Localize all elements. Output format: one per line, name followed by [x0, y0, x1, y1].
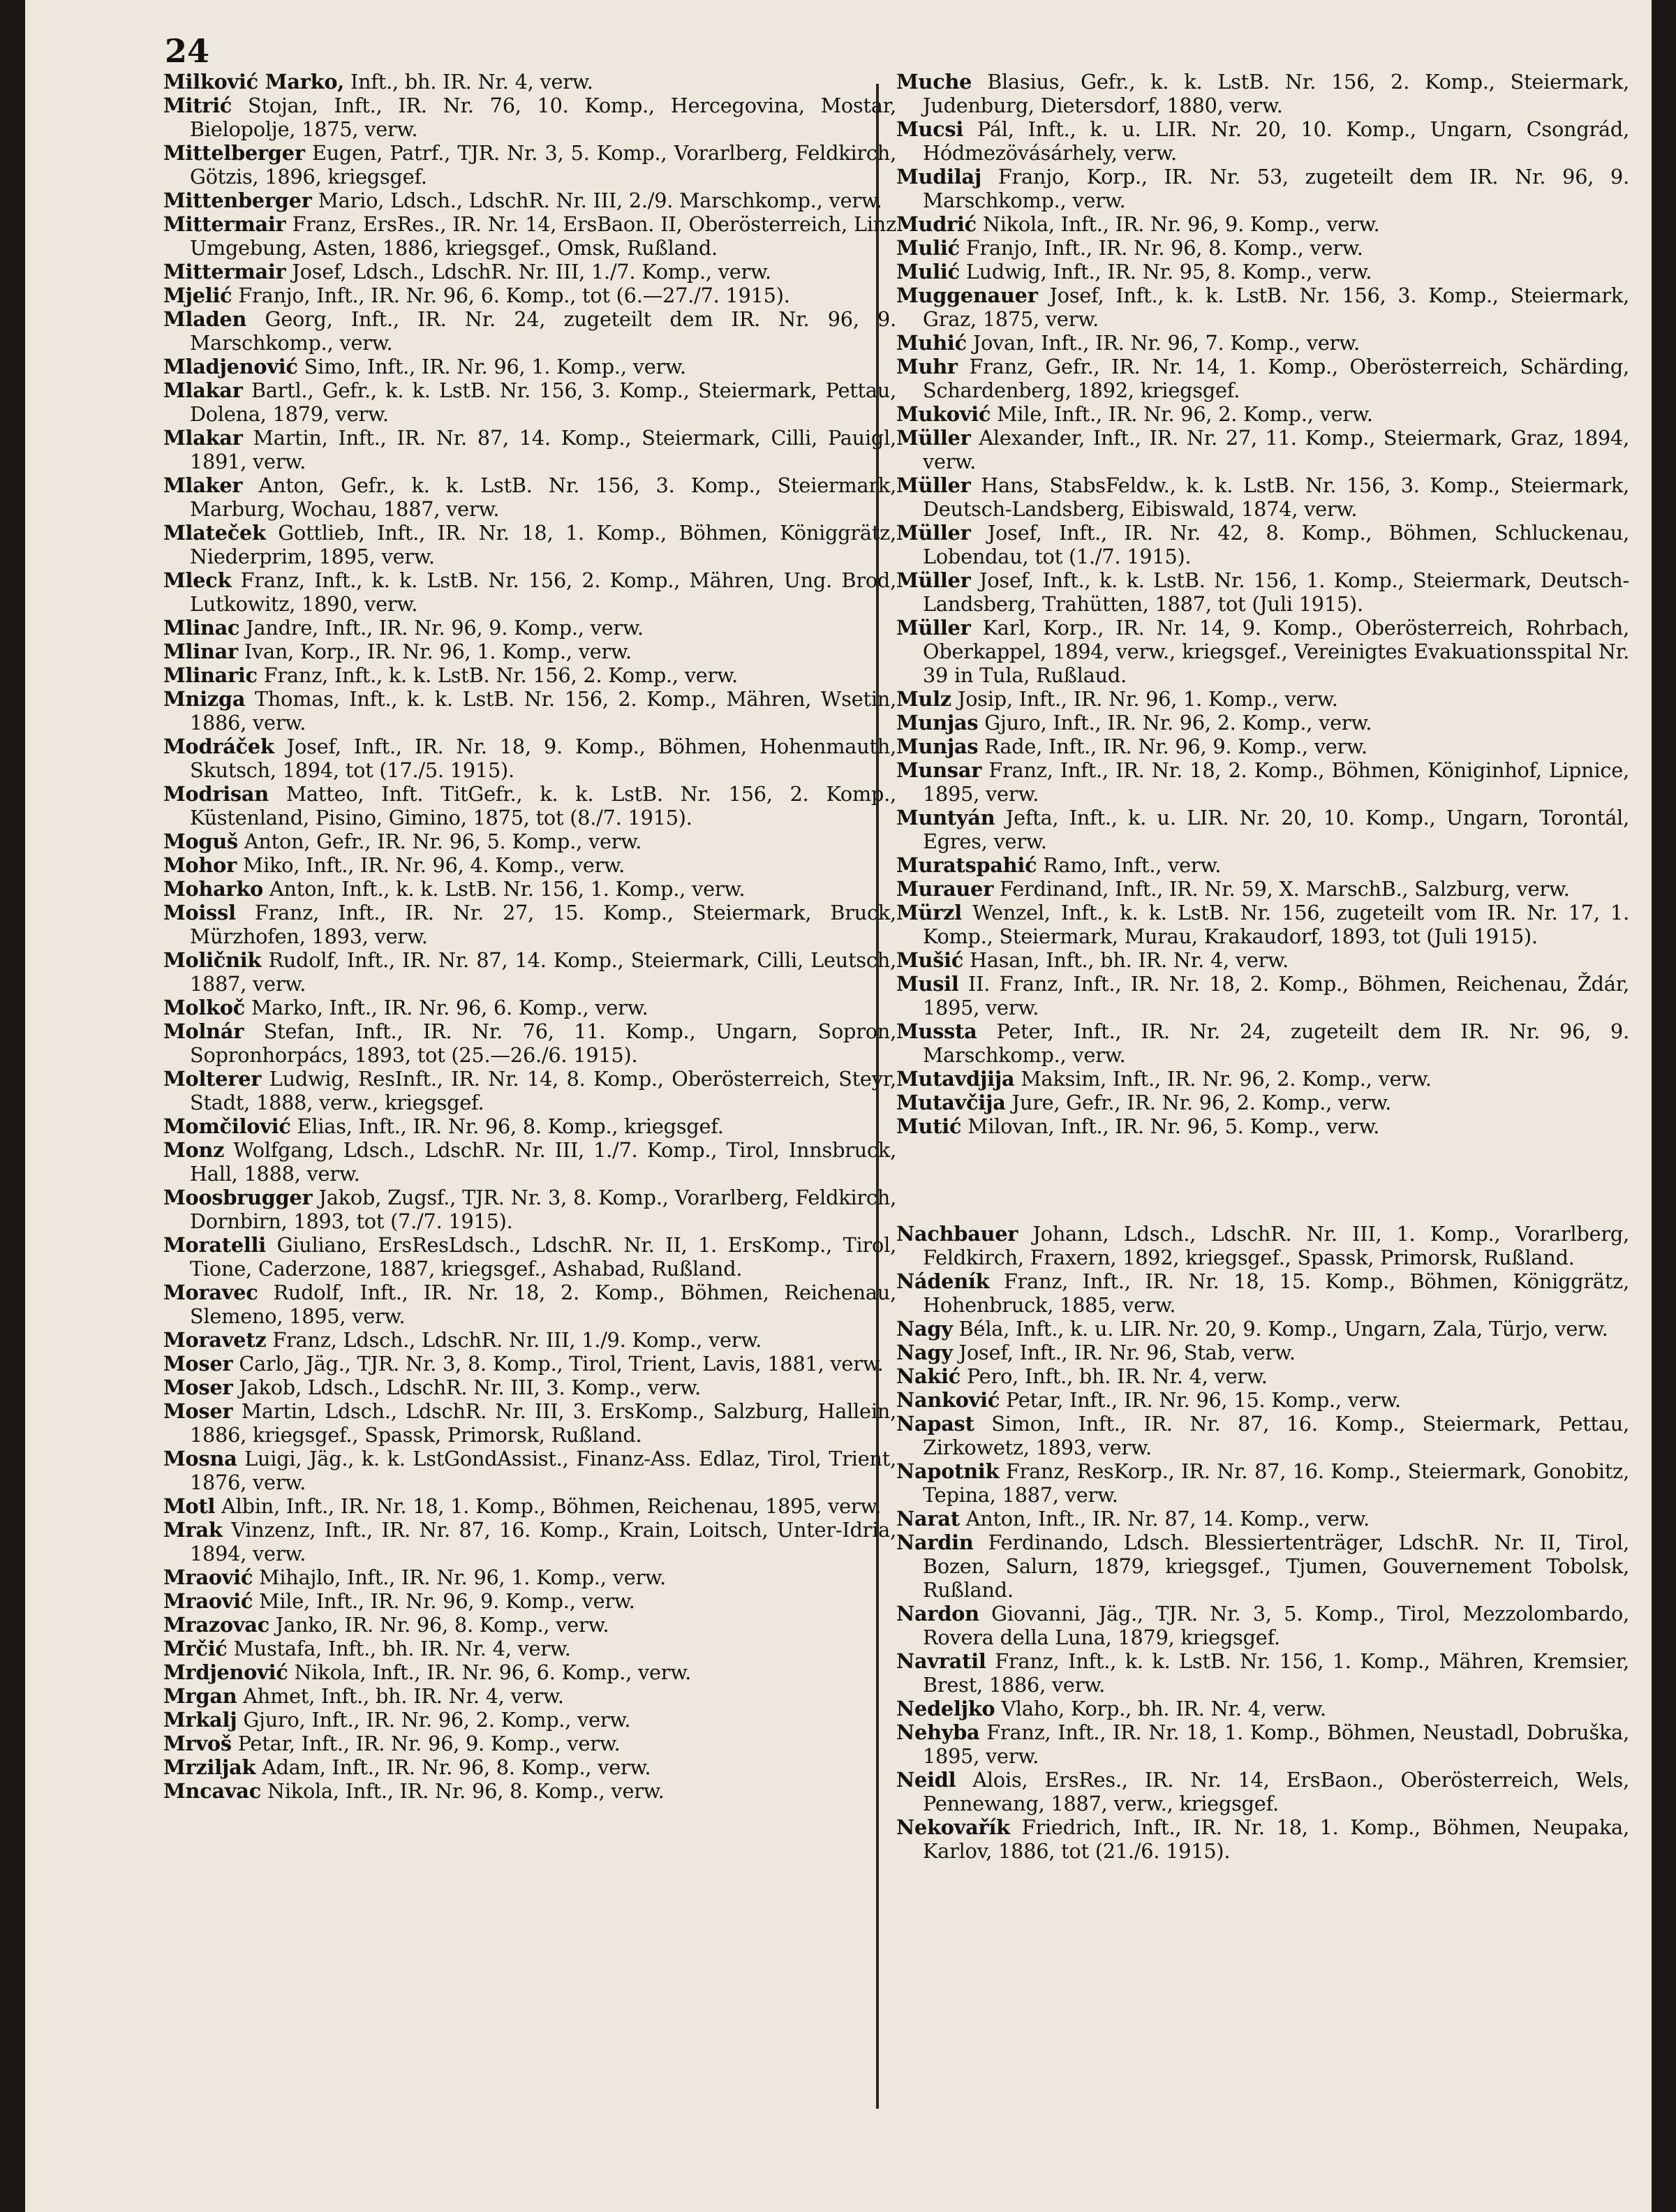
list-item — [163, 1732, 896, 1755]
entry-surname: Nardon — [896, 1602, 979, 1625]
entry-details: Franz, Ldsch., LdschR. Nr. III, 1./9. Komp., verw. — [266, 1328, 762, 1352]
entry-details: Josef, Inft., IR. Nr. 18, 9. Komp., Böhmen, Hohenmauth, Skutsch, 1894, tot (17./5. 1915). — [190, 735, 896, 782]
list-item — [163, 996, 896, 1019]
right-column-m-entries — [896, 70, 1629, 1138]
entry-surname: Mnizga — [163, 687, 246, 711]
entry-surname: Mohor — [163, 853, 237, 877]
entry-surname: Moguš — [163, 830, 238, 853]
entry-details: Nikola, Inft., IR. Nr. 96, 9. Komp., verw. — [976, 212, 1380, 236]
entry-surname: Neidl — [896, 1768, 956, 1792]
entry-surname: Molkoč — [163, 996, 246, 1019]
list-item — [896, 1388, 1629, 1412]
entry-details: Luigi, Jäg., k. k. LstGondAssist., Finanz-Ass. Edlaz, Tirol, Trient, 1876, verw. — [190, 1447, 896, 1494]
list-item — [163, 1186, 896, 1233]
entry-surname: Moharko — [163, 877, 264, 901]
entry-details: Ahmet, Inft., bh. IR. Nr. 4, verw. — [237, 1684, 564, 1708]
list-item — [163, 189, 896, 212]
entry-surname: Molterer — [163, 1067, 262, 1091]
list-item — [163, 1660, 896, 1684]
entry-surname: Mulić — [896, 260, 960, 283]
entry-surname: Moravec — [163, 1281, 258, 1304]
entry-surname: Moser — [163, 1399, 233, 1423]
entry-surname: Moravetz — [163, 1328, 267, 1352]
list-item — [163, 141, 896, 189]
entry-details: Giuliano, ErsResLdsch., LdschR. Nr. II, 1. ErsKomp., Tirol, Tione, Caderzone, 1887, kriegsgef., Ashabad, Rußland. — [190, 1233, 896, 1281]
list-item — [896, 70, 1629, 117]
entry-surname: Muhić — [896, 331, 967, 355]
list-item — [896, 1364, 1629, 1388]
entry-details: Pero, Inft., bh. IR. Nr. 4, verw. — [961, 1364, 1268, 1388]
entry-details: Wolfgang, Ldsch., LdschR. Nr. III, 1./7. Komp., Tirol, Innsbruck, Hall, 1888, verw. — [190, 1138, 896, 1186]
entry-surname: Napast — [896, 1412, 974, 1436]
entry-surname: Modráček — [163, 735, 274, 758]
list-item — [163, 473, 896, 521]
entry-surname: Mutić — [896, 1114, 962, 1138]
list-item — [163, 735, 896, 782]
entry-surname: Nachbauer — [896, 1222, 1018, 1246]
entry-surname: Mrak — [163, 1518, 223, 1542]
entry-surname: Mjelić — [163, 283, 232, 307]
entry-details: Janko, IR. Nr. 96, 8. Komp., verw. — [269, 1613, 609, 1637]
entry-details: Franz, Gefr., IR. Nr. 14, 1. Komp., Oberösterreich, Schärding, Schardenberg, 1892, kriegsgef. — [923, 355, 1629, 402]
entry-surname: Mosna — [163, 1447, 237, 1470]
list-item — [163, 853, 896, 877]
entry-surname: Mrazovac — [163, 1613, 270, 1637]
entry-surname: Mrgan — [163, 1684, 237, 1708]
document-page — [25, 0, 1652, 2212]
list-item — [163, 901, 896, 948]
entry-surname: Muggenauer — [896, 283, 1038, 307]
entry-surname: Mraović — [163, 1589, 253, 1613]
entry-details: Petar, Inft., IR. Nr. 96, 9. Komp., verw. — [231, 1732, 621, 1755]
entry-surname: Nedeljko — [896, 1697, 995, 1720]
entry-details: Albin, Inft., IR. Nr. 18, 1. Komp., Böhmen, Reichenau, 1895, verw. — [215, 1494, 882, 1518]
entry-surname: Monz — [163, 1138, 225, 1162]
entry-details: Josef, Inft., IR. Nr. 42, 8. Komp., Böhmen, Schluckenau, Lobendau, tot (1./7. 1915). — [923, 521, 1629, 568]
list-item — [163, 1019, 896, 1067]
entry-details: Jure, Gefr., IR. Nr. 96, 2. Komp., verw. — [1005, 1091, 1392, 1114]
entry-surname: Moissl — [163, 901, 236, 924]
list-item — [896, 1602, 1629, 1649]
list-item — [163, 687, 896, 735]
entry-details: Elias, Inft., IR. Nr. 96, 8. Komp., kriegsgef. — [290, 1114, 724, 1138]
entry-surname: Nekovařík — [896, 1815, 1010, 1839]
section-gap — [896, 1138, 1629, 1222]
entry-surname: Mrkalj — [163, 1708, 237, 1732]
entry-surname: Moser — [163, 1376, 233, 1399]
entry-surname: Mrvoš — [163, 1732, 232, 1755]
entry-details: Franjo, Korp., IR. Nr. 53, zugeteilt dem IR. Nr. 96, 9. Marschkomp., verw. — [923, 165, 1629, 212]
entry-details: Jovan, Inft., IR. Nr. 96, 7. Komp., verw. — [966, 331, 1360, 355]
entry-details: Gjuro, Inft., IR. Nr. 96, 2. Komp., verw. — [237, 1708, 631, 1732]
entry-details: Franz, Inft., IR. Nr. 18, 2. Komp., Böhmen, Königinhof, Lipnice, 1895, verw. — [923, 758, 1629, 806]
entry-surname: Mlaker — [163, 473, 243, 497]
entry-surname: Mrziljak — [163, 1755, 256, 1779]
list-item — [896, 212, 1629, 236]
entry-details: Blasius, Gefr., k. k. LstB. Nr. 156, 2. Komp., Steiermark, Judenburg, Dietersdorf, 1880, verw. — [923, 70, 1629, 117]
right-column — [896, 70, 1629, 1863]
entry-surname: Molnár — [163, 1019, 244, 1043]
list-item — [163, 1138, 896, 1186]
entry-details: Rudolf, Inft., IR. Nr. 87, 14. Komp., Steiermark, Cilli, Leutsch, 1887, verw. — [190, 948, 896, 996]
list-item — [896, 616, 1629, 687]
entry-surname: Moratelli — [163, 1233, 266, 1257]
list-item — [163, 948, 896, 996]
list-item — [163, 1613, 896, 1637]
entry-surname: Muche — [896, 70, 972, 94]
list-item — [163, 1684, 896, 1708]
entry-surname: Mrdjenović — [163, 1660, 288, 1684]
entry-details: Ludwig, Inft., IR. Nr. 95, 8. Komp., verw. — [959, 260, 1372, 283]
list-item — [163, 877, 896, 901]
list-item — [163, 355, 896, 378]
entry-surname: Mucsi — [896, 117, 964, 141]
entry-surname: Mraović — [163, 1565, 253, 1589]
entry-surname: Mladjenović — [163, 355, 298, 378]
list-item — [896, 1067, 1629, 1091]
entry-surname: Mušić — [896, 948, 964, 972]
list-item — [163, 521, 896, 568]
entry-details: Franz, Inft., k. k. LstB. Nr. 156, 2. Komp., Mähren, Ung. Brod, Lutkowitz, 1890, verw. — [190, 568, 896, 616]
entry-details: Milovan, Inft., IR. Nr. 96, 5. Komp., verw. — [961, 1114, 1380, 1138]
entry-surname: Munjas — [896, 735, 979, 758]
list-item — [163, 568, 896, 616]
list-item — [896, 331, 1629, 355]
list-item — [896, 806, 1629, 853]
list-item — [896, 735, 1629, 758]
entry-surname: Nádeník — [896, 1269, 990, 1293]
entry-surname: Müller — [896, 521, 971, 545]
list-item — [896, 283, 1629, 331]
entry-details: Georg, Inft., IR. Nr. 24, zugeteilt dem IR. Nr. 96, 9. Marschkomp., verw. — [190, 307, 896, 355]
list-item — [163, 1447, 896, 1494]
entry-details: Jefta, Inft., k. u. LIR. Nr. 20, 10. Komp., Ungarn, Torontál, Egres, verw. — [923, 806, 1629, 853]
entry-details: Hans, StabsFeldw., k. k. LstB. Nr. 156, 3. Komp., Steiermark, Deutsch-Landsberg, Eibiswald, 1874, verw. — [923, 473, 1629, 521]
entry-details: Adam, Inft., IR. Nr. 96, 8. Komp., verw. — [255, 1755, 651, 1779]
entry-details: Jandre, Inft., IR. Nr. 96, 9. Komp., verw. — [239, 616, 644, 640]
entry-surname: Motl — [163, 1494, 216, 1518]
entry-details: Mile, Inft., IR. Nr. 96, 2. Komp., verw. — [991, 402, 1373, 426]
list-item — [896, 165, 1629, 212]
entry-details: Alois, ErsRes., IR. Nr. 14, ErsBaon., Oberösterreich, Wels, Pennewang, 1887, verw., kriegsgef. — [923, 1768, 1629, 1815]
list-item — [163, 426, 896, 473]
entry-surname: Moser — [163, 1352, 233, 1376]
entry-surname: Mutavdjija — [896, 1067, 1015, 1091]
entry-surname: Mittelberger — [163, 141, 305, 165]
entry-details: Carlo, Jäg., TJR. Nr. 3, 8. Komp., Tirol, Trient, Lavis, 1881, verw. — [232, 1352, 884, 1376]
entry-details: Jakob, Ldsch., LdschR. Nr. III, 3. Komp., verw. — [232, 1376, 701, 1399]
list-item — [896, 1341, 1629, 1364]
entry-surname: Mittermair — [163, 212, 286, 236]
entry-details: Mario, Ldsch., LdschR. Nr. III, 2./9. Marschkomp., verw. — [311, 189, 882, 212]
entry-surname: Müller — [896, 426, 971, 450]
list-item — [896, 426, 1629, 473]
entry-details: Ferdinand, Inft., IR. Nr. 59, X. MarschB., Salzburg, verw. — [993, 877, 1570, 901]
entry-details: Mile, Inft., IR. Nr. 96, 9. Komp., verw. — [253, 1589, 635, 1613]
list-item — [896, 1531, 1629, 1602]
list-item — [163, 1328, 896, 1352]
entry-surname: Modrisan — [163, 782, 269, 806]
list-item — [896, 355, 1629, 402]
entry-details: Mustafa, Inft., bh. IR. Nr. 4, verw. — [227, 1637, 571, 1660]
entry-surname: Mutavčija — [896, 1091, 1006, 1114]
entry-details: Marko, Inft., IR. Nr. 96, 6. Komp., verw. — [245, 996, 648, 1019]
list-item — [163, 1494, 896, 1518]
list-item — [163, 378, 896, 426]
entry-surname: Nagy — [896, 1317, 953, 1341]
entry-surname: Mussta — [896, 1019, 977, 1043]
entry-details: Rudolf, Inft., IR. Nr. 18, 2. Komp., Böhmen, Reichenau, Slemeno, 1895, verw. — [190, 1281, 896, 1328]
entry-details: Gottlieb, Inft., IR. Nr. 18, 1. Komp., Böhmen, Königgrätz, Niederprim, 1895, verw. — [190, 521, 896, 568]
list-item — [163, 307, 896, 355]
list-item — [896, 521, 1629, 568]
list-item — [896, 236, 1629, 260]
list-item — [896, 1091, 1629, 1114]
list-item — [163, 283, 896, 307]
entry-surname: Mlinac — [163, 616, 240, 640]
list-item — [163, 663, 896, 687]
entry-surname: Mulić — [896, 236, 960, 260]
entry-details: Stojan, Inft., IR. Nr. 76, 10. Komp., Hercegovina, Mostar, Bielopolje, 1875, verw. — [190, 94, 896, 141]
list-item — [163, 1352, 896, 1376]
entry-details: Simon, Inft., IR. Nr. 87, 16. Komp., Steiermark, Pettau, Zirkowetz, 1893, verw. — [923, 1412, 1629, 1459]
list-item — [896, 473, 1629, 521]
entry-details: Franz, Inft., IR. Nr. 27, 15. Komp., Steiermark, Bruck, Mürzhofen, 1893, verw. — [190, 901, 896, 948]
entry-surname: Mlateček — [163, 521, 266, 545]
entry-surname: Mitrić — [163, 94, 232, 117]
entry-details: Gjuro, Inft., IR. Nr. 96, 2. Komp., verw. — [978, 711, 1372, 735]
list-item — [896, 260, 1629, 283]
entry-surname: Momčilović — [163, 1114, 291, 1138]
entry-surname: Mittenberger — [163, 189, 312, 212]
list-item — [896, 1222, 1629, 1269]
list-item — [896, 1720, 1629, 1768]
entry-details: Inft., bh. IR. Nr. 4, verw. — [344, 70, 593, 94]
list-item — [896, 1019, 1629, 1067]
entry-details: Vinzenz, Inft., IR. Nr. 87, 16. Komp., Krain, Loitsch, Unter-Idria, 1894, verw. — [190, 1518, 896, 1565]
entry-details: Josef, Ldsch., LdschR. Nr. III, 1./7. Komp., verw. — [285, 260, 771, 283]
entry-surname: Mlinar — [163, 640, 238, 663]
entry-surname: Mladen — [163, 307, 247, 331]
entry-surname: Mittermair — [163, 260, 286, 283]
list-item — [896, 1317, 1629, 1341]
list-item — [163, 1755, 896, 1779]
entry-surname: Muntyán — [896, 806, 995, 830]
list-item — [163, 1518, 896, 1565]
entry-details: Petar, Inft., IR. Nr. 96, 15. Komp., verw. — [1000, 1388, 1401, 1412]
entry-surname: Mlakar — [163, 378, 243, 402]
entry-surname: Mudrić — [896, 212, 977, 236]
list-item — [896, 1768, 1629, 1815]
entry-surname: Nehyba — [896, 1720, 980, 1744]
list-item — [163, 94, 896, 141]
entry-details: Martin, Inft., IR. Nr. 87, 14. Komp., Steiermark, Cilli, Pauigl, 1891, verw. — [190, 426, 896, 473]
entry-surname: Murauer — [896, 877, 994, 901]
list-item — [163, 782, 896, 830]
entry-surname: Mulz — [896, 687, 952, 711]
entry-details: Wenzel, Inft., k. k. LstB. Nr. 156, zugeteilt vom IR. Nr. 17, 1. Komp., Steiermark, Murau, Krakaudorf, 1893, tot (Juli 1915). — [923, 901, 1629, 948]
list-item — [896, 687, 1629, 711]
list-item — [163, 1589, 896, 1613]
entry-details: Josef, Inft., k. k. LstB. Nr. 156, 1. Komp., Steiermark, Deutsch-Landsberg, Trahütten, 1887, tot (Juli 1915). — [923, 568, 1629, 616]
entry-surname: Navratil — [896, 1649, 986, 1673]
entry-details: Ramo, Inft., verw. — [1037, 853, 1222, 877]
entry-details: II. Franz, Inft., IR. Nr. 18, 2. Komp., Böhmen, Reichenau, Ždár, 1895, verw. — [923, 972, 1629, 1019]
list-item — [896, 1412, 1629, 1459]
entry-surname: Mlakar — [163, 426, 243, 450]
list-item — [896, 948, 1629, 972]
list-item — [896, 1269, 1629, 1317]
entry-details: Franz, Inft., IR. Nr. 18, 1. Komp., Böhmen, Neustadl, Dobruška, 1895, verw. — [923, 1720, 1629, 1768]
entry-details: Miko, Inft., IR. Nr. 96, 4. Komp., verw. — [237, 853, 625, 877]
entry-details: Franz, Inft., k. k. LstB. Nr. 156, 2. Komp., verw. — [257, 663, 738, 687]
entry-details: Karl, Korp., IR. Nr. 14, 9. Komp., Oberösterreich, Rohrbach, Oberkappel, 1894, verw., kriegsgef., Vereinigtes Evakuationsspital Nr. 39 in Tula, Rußlaud. — [923, 616, 1629, 687]
list-item — [163, 616, 896, 640]
entry-surname: Nanković — [896, 1388, 1000, 1412]
entry-details: Franz, ResKorp., IR. Nr. 87, 16. Komp., Steiermark, Gonobitz, Tepina, 1887, verw. — [923, 1459, 1629, 1507]
entry-details: Ivan, Korp., IR. Nr. 96, 1. Komp., verw. — [237, 640, 632, 663]
entry-details: Pál, Inft., k. u. LIR. Nr. 20, 10. Komp., Ungarn, Csongrád, Hódmezövásárhely, verw. — [923, 117, 1629, 165]
entry-surname: Mleck — [163, 568, 232, 592]
entry-details: Josef, Inft., IR. Nr. 96, Stab, verw. — [952, 1341, 1296, 1364]
entry-details: Bartl., Gefr., k. k. LstB. Nr. 156, 3. Komp., Steiermark, Pettau, Dolena, 1879, verw. — [190, 378, 896, 426]
entry-surname: Muhr — [896, 355, 958, 378]
entry-details: Giovanni, Jäg., TJR. Nr. 3, 5. Komp., Tirol, Mezzolombardo, Rovera della Luna, 1879, kriegsgef. — [923, 1602, 1629, 1649]
entry-surname: Moosbrugger — [163, 1186, 313, 1209]
entry-surname: Nagy — [896, 1341, 953, 1364]
entry-details: Franz, Inft., k. k. LstB. Nr. 156, 1. Komp., Mähren, Kremsier, Brest, 1886, verw. — [923, 1649, 1629, 1697]
entry-details: Johann, Ldsch., LdschR. Nr. III, 1. Komp., Vorarlberg, Feldkirch, Fraxern, 1892, kriegsgef., Spassk, Primorsk, Rußland. — [923, 1222, 1629, 1269]
entry-surname: Nardin — [896, 1531, 974, 1554]
entry-details: Béla, Inft., k. u. LIR. Nr. 20, 9. Komp., Ungarn, Zala, Türjo, verw. — [952, 1317, 1608, 1341]
list-item — [163, 1376, 896, 1399]
entry-surname: Mlinaric — [163, 663, 258, 687]
list-item — [896, 711, 1629, 735]
entry-details: Rade, Inft., IR. Nr. 96, 9. Komp., verw. — [978, 735, 1367, 758]
entry-details: Mihajlo, Inft., IR. Nr. 96, 1. Komp., verw. — [253, 1565, 666, 1589]
entry-surname: Mrčić — [163, 1637, 228, 1660]
list-item — [896, 758, 1629, 806]
list-item — [163, 70, 896, 94]
entry-surname: Muratspahić — [896, 853, 1037, 877]
list-item — [163, 1233, 896, 1281]
entry-details: Franjo, Inft., IR. Nr. 96, 8. Komp., verw. — [959, 236, 1363, 260]
entry-details: Martin, Ldsch., LdschR. Nr. III, 3. ErsKomp., Salzburg, Hallein, 1886, kriegsgef., Spassk, Primorsk, Rußland. — [190, 1399, 896, 1447]
list-item — [896, 1697, 1629, 1720]
list-item — [896, 877, 1629, 901]
entry-details: Eugen, Patrf., TJR. Nr. 3, 5. Komp., Vorarlberg, Feldkirch, Götzis, 1896, kriegsgef. — [190, 141, 896, 189]
entry-details: Stefan, Inft., IR. Nr. 76, 11. Komp., Ungarn, Sopron, Sopronhorpács, 1893, tot (25.—26./6. 1915). — [190, 1019, 896, 1067]
entry-surname: Mncavac — [163, 1779, 261, 1803]
entry-surname: Muković — [896, 402, 991, 426]
entry-details: Anton, Inft., IR. Nr. 87, 14. Komp., verw. — [959, 1507, 1370, 1531]
list-item — [896, 853, 1629, 877]
entry-details: Anton, Inft., k. k. LstB. Nr. 156, 1. Komp., verw. — [263, 877, 746, 901]
list-item — [896, 1649, 1629, 1697]
entry-details: Matteo, Inft. TitGefr., k. k. LstB. Nr. 156, 2. Komp., Küstenland, Pisino, Gimino, 1875, tot (8./7. 1915). — [190, 782, 896, 830]
list-item — [896, 402, 1629, 426]
list-item — [163, 1281, 896, 1328]
list-item — [163, 212, 896, 260]
entry-surname: Munjas — [896, 711, 979, 735]
list-item — [896, 1507, 1629, 1531]
entry-details: Ludwig, ResInft., IR. Nr. 14, 8. Komp., Oberösterreich, Steyr, Stadt, 1888, verw., kriegsgef. — [190, 1067, 896, 1114]
entry-surname: Müller — [896, 473, 971, 497]
entry-details: Franjo, Inft., IR. Nr. 96, 6. Komp., tot (6.—27./7. 1915). — [232, 283, 790, 307]
right-column-n-entries — [896, 1222, 1629, 1863]
entry-details: Peter, Inft., IR. Nr. 24, zugeteilt dem IR. Nr. 96, 9. Marschkomp., verw. — [923, 1019, 1629, 1067]
entry-details: Simo, Inft., IR. Nr. 96, 1. Komp., verw. — [297, 355, 686, 378]
entry-details: Maksim, Inft., IR. Nr. 96, 2. Komp., verw. — [1014, 1067, 1432, 1091]
entry-surname: Mudilaj — [896, 165, 982, 189]
list-item — [896, 568, 1629, 616]
list-item — [896, 1815, 1629, 1863]
entry-surname: Musil — [896, 972, 959, 996]
list-item — [163, 1114, 896, 1138]
list-item — [896, 901, 1629, 948]
entry-details: Franz, Inft., IR. Nr. 18, 15. Komp., Böhmen, Königgrätz, Hohenbruck, 1885, verw. — [923, 1269, 1629, 1317]
entry-details: Josef, Inft., k. k. LstB. Nr. 156, 3. Komp., Steiermark, Graz, 1875, verw. — [923, 283, 1629, 331]
entry-details: Anton, Gefr., k. k. LstB. Nr. 156, 3. Komp., Steiermark, Marburg, Wochau, 1887, verw. — [190, 473, 896, 521]
entry-details: Vlaho, Korp., bh. IR. Nr. 4, verw. — [995, 1697, 1326, 1720]
entry-surname: Napotnik — [896, 1459, 1000, 1483]
list-item — [163, 1637, 896, 1660]
list-item — [163, 830, 896, 853]
entry-surname: Munsar — [896, 758, 982, 782]
entry-details: Anton, Gefr., IR. Nr. 96, 5. Komp., verw. — [237, 830, 642, 853]
list-item — [163, 1708, 896, 1732]
list-item — [163, 1779, 896, 1803]
list-item — [163, 1067, 896, 1114]
list-item — [896, 972, 1629, 1019]
entry-details: Nikola, Inft., IR. Nr. 96, 6. Komp., verw. — [288, 1660, 692, 1684]
list-item — [163, 640, 896, 663]
entry-details: Ferdinando, Ldsch. Blessiertenträger, LdschR. Nr. II, Tirol, Bozen, Salurn, 1879, kriegsgef., Tjumen, Gouvernement Tobolsk, Rußland. — [923, 1531, 1629, 1602]
entry-surname: Moličnik — [163, 948, 262, 972]
list-item — [163, 1399, 896, 1447]
entry-surname: Müller — [896, 568, 971, 592]
page-number: 24 — [165, 32, 210, 70]
entry-details: Jakob, Zugsf., TJR. Nr. 3, 8. Komp., Vorarlberg, Feldkirch, Dornbirn, 1893, tot (7./7. 1915). — [190, 1186, 896, 1233]
entry-details: Nikola, Inft., IR. Nr. 96, 8. Komp., verw. — [261, 1779, 665, 1803]
entry-surname: Milković Marko, — [163, 70, 345, 94]
list-item — [896, 1114, 1629, 1138]
entry-details: Hasan, Inft., bh. IR. Nr. 4, verw. — [963, 948, 1289, 972]
list-item — [163, 1565, 896, 1589]
entry-details: Franz, ErsRes., IR. Nr. 14, ErsBaon. II, Oberösterreich, Linz Umgebung, Asten, 1886, kriegsgef., Omsk, Rußland. — [190, 212, 896, 260]
entry-details: Thomas, Inft., k. k. LstB. Nr. 156, 2. Komp., Mähren, Wsetin, 1886, verw. — [190, 687, 896, 735]
entry-details: Josip, Inft., IR. Nr. 96, 1. Komp., verw. — [951, 687, 1338, 711]
list-item — [896, 117, 1629, 165]
entry-surname: Narat — [896, 1507, 960, 1531]
entry-details: Alexander, Inft., IR. Nr. 27, 11. Komp., Steiermark, Graz, 1894, verw. — [923, 426, 1629, 473]
entry-surname: Nakić — [896, 1364, 961, 1388]
left-column — [163, 70, 896, 1803]
list-item — [163, 260, 896, 283]
list-item — [896, 1459, 1629, 1507]
entry-details: Friedrich, Inft., IR. Nr. 18, 1. Komp., Böhmen, Neupaka, Karlov, 1886, tot (21./6. 1915). — [923, 1815, 1629, 1863]
entry-surname: Mürzl — [896, 901, 962, 924]
entry-surname: Müller — [896, 616, 971, 640]
